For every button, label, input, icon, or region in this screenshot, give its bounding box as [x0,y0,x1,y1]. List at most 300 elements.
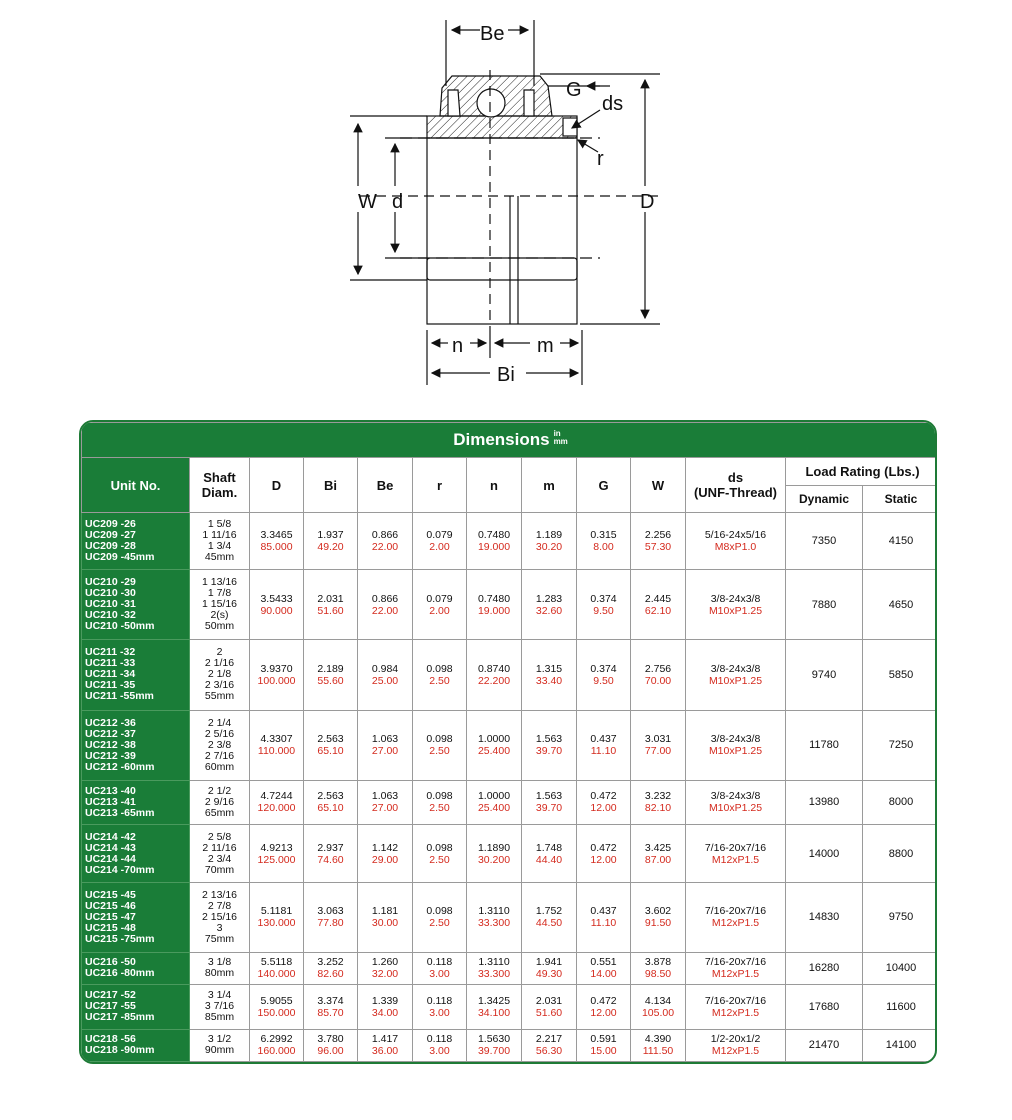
dim-G-mm: 11.10 [590,917,617,930]
dim-Be-inch: 1.181 [371,905,399,918]
dim-G-inch: 0.472 [590,994,617,1007]
shaft-diam-value: 85mm [204,1011,235,1024]
shaft-diam-value: 1 3/4 [207,540,232,553]
dim-n-mm: 33.300 [477,917,511,930]
dim-G-inch: 0.591 [590,1033,617,1046]
unit-number: UC211 -35 [85,679,136,692]
dim-r-inch: 0.118 [426,1033,453,1046]
dim-n-inch: 1.0000 [477,790,511,803]
unit-numbers-cell [82,882,190,952]
dim-m-inch: 1.752 [535,905,563,918]
table-row [82,952,938,984]
dim-D-inch: 3.5433 [260,592,293,605]
shaft-diam-cell [190,780,250,825]
dim-D-inch: 4.9213 [260,841,293,854]
dim-W-inch: 2.756 [644,662,672,675]
dim-r-cell [413,513,467,570]
dim-D-mm: 120.000 [257,802,296,815]
dim-Bi-mm: 85.70 [317,1006,344,1019]
shaft-diam-value: 55mm [204,690,235,703]
shaft-diam-value: 80mm [204,967,235,980]
dim-ds-inch: 7/16-20x7/16 [704,841,767,854]
shaft-diam-value: 75mm [204,932,235,945]
dim-Be-mm: 36.00 [371,1045,399,1058]
dim-ds-mm: M12xP1.5 [711,917,760,930]
header-Bi: Bi [304,458,358,513]
dim-m-mm: 56.30 [535,1045,563,1058]
dim-m-mm: 32.60 [535,604,563,617]
dim-r-cell [413,1029,467,1061]
dim-n-inch: 1.3110 [478,905,510,918]
dim-Be-cell [358,513,413,570]
dim-W-mm: 87.00 [644,853,672,866]
dim-G-cell [577,710,631,780]
dim-W-inch: 3.425 [644,841,672,854]
dim-ds-inch: 3/8-24x3/8 [710,790,761,803]
header-static: Static [863,486,938,513]
dim-Bi-inch: 2.563 [317,733,344,746]
dim-ds-inch: 3/8-24x3/8 [710,662,761,675]
dim-Bi-inch: 3.252 [317,956,344,969]
shaft-diam-value: 2 13/16 [201,888,238,901]
label-n: n [452,335,464,357]
dim-W-mm: 57.30 [644,541,672,554]
load-static-cell: 11600 [863,984,938,1029]
dim-W-cell [631,882,686,952]
label-W: W [358,191,377,213]
unit-number: UC211 -32 [85,646,136,659]
header-m: m [522,458,577,513]
dim-Bi-mm: 55.60 [317,674,344,687]
header-unit-no: Unit No. [82,458,190,513]
load-static-cell: 10400 [863,952,938,984]
label-ds: ds [602,93,624,115]
table-row [82,984,938,1029]
shaft-diam-value: 3 [216,921,223,934]
dim-Bi-cell [304,710,358,780]
dim-G-cell [577,513,631,570]
header-load-rating: Load Rating (Lbs.) [786,458,938,486]
table-row [82,1029,938,1061]
dim-D-cell [250,780,304,825]
shaft-diam-value: 2 5/16 [204,727,235,740]
dim-G-inch: 0.437 [590,905,617,918]
dim-Be-mm: 27.00 [371,802,399,815]
unit-numbers-cell [82,1029,190,1061]
dim-W-mm: 70.00 [644,674,672,687]
shaft-diam-cell [190,882,250,952]
dim-ds-mm: M10xP1.25 [708,604,763,617]
shaft-diam-cell [190,513,250,570]
dim-W-inch: 2.256 [644,529,672,542]
dim-G-cell [577,952,631,984]
shaft-diam-cell [190,984,250,1029]
dim-G-cell [577,984,631,1029]
dim-D-mm: 110.000 [257,745,296,758]
dim-Be-cell [358,952,413,984]
unit-number: UC216 -80mm [85,967,155,980]
unit-number: UC212 -37 [85,727,136,740]
dim-W-cell [631,570,686,640]
dim-G-mm: 12.00 [590,802,617,815]
dim-m-cell [522,882,577,952]
dim-G-cell [577,640,631,710]
dim-D-inch: 6.2992 [260,1033,293,1046]
unit-number: UC210 -30 [85,587,136,600]
dim-W-mm: 82.10 [644,802,672,815]
unit-numbers-cell [82,640,190,710]
dim-m-inch: 1.941 [535,956,563,969]
shaft-diam-value: 2 1/8 [207,668,232,681]
dim-Be-inch: 1.260 [371,956,399,969]
dim-G-cell [577,1029,631,1061]
table-row [82,570,938,640]
load-static-cell: 14100 [863,1029,938,1061]
dim-n-mm: 39.700 [477,1045,511,1058]
unit-number: UC210 -32 [85,609,136,622]
dim-ds-cell [686,710,786,780]
shaft-diam-cell [190,1029,250,1061]
dim-r-mm: 2.50 [429,674,450,687]
dim-ds-inch: 5/16-24x5/16 [704,529,767,542]
unit-numbers-cell [82,825,190,882]
dim-r-inch: 0.098 [426,662,453,675]
unit-numbers-cell [82,513,190,570]
shaft-diam-value: 2 3/4 [207,852,232,865]
dim-G-cell [577,570,631,640]
dim-m-cell [522,825,577,882]
dim-G-inch: 0.374 [590,662,617,675]
dim-ds-cell [686,780,786,825]
unit-numbers-cell [82,570,190,640]
dim-Bi-cell [304,513,358,570]
dim-W-mm: 77.00 [644,745,672,758]
dim-W-cell [631,984,686,1029]
dim-W-cell [631,1029,686,1061]
dim-r-inch: 0.098 [426,733,453,746]
dim-D-mm: 160.000 [257,1045,296,1058]
dim-r-cell [413,570,467,640]
header-G: G [577,458,631,513]
label-Bi: Bi [497,364,515,386]
dim-Bi-mm: 65.10 [317,802,344,815]
dim-r-mm: 2.00 [429,541,450,554]
dim-m-mm: 49.30 [535,968,563,981]
load-dynamic-cell: 7880 [786,570,863,640]
dim-W-cell [631,825,686,882]
dim-D-mm: 100.000 [257,674,296,687]
dim-G-mm: 9.50 [593,604,614,617]
load-static-cell: 7250 [863,710,938,780]
unit-numbers-cell [82,780,190,825]
dim-Be-mm: 34.00 [371,1006,399,1019]
unit-number: UC217 -55 [85,1000,136,1013]
unit-number: UC211 -55mm [85,690,154,703]
dim-n-inch: 0.7480 [477,592,511,605]
dim-ds-cell [686,952,786,984]
dim-Be-mm: 30.00 [371,917,399,930]
dim-n-cell [467,825,522,882]
dim-ds-inch: 7/16-20x7/16 [704,994,767,1007]
dim-Bi-mm: 96.00 [317,1045,344,1058]
dim-D-cell [250,570,304,640]
dim-ds-inch: 1/2-20x1/2 [710,1033,761,1046]
unit-number: UC215 -46 [85,899,136,912]
dim-Be-mm: 25.00 [371,674,399,687]
dim-m-inch: 1.315 [535,662,563,675]
dim-Be-inch: 1.339 [371,994,399,1007]
unit-number: UC218 -56 [85,1033,136,1046]
dim-Bi-mm: 82.60 [317,968,344,981]
header-Be: Be [358,458,413,513]
shaft-diam-cell [190,570,250,640]
dim-m-mm: 39.70 [535,745,563,758]
dim-n-cell [467,984,522,1029]
dim-m-cell [522,640,577,710]
shaft-diam-value: 2 1/2 [207,784,232,797]
dim-Bi-mm: 74.60 [317,853,344,866]
dim-Be-mm: 22.00 [371,604,399,617]
dim-r-mm: 3.00 [429,1045,450,1058]
dim-ds-mm: M12xP1.5 [711,853,760,866]
dim-r-cell [413,780,467,825]
dim-n-mm: 33.300 [477,968,511,981]
dim-G-cell [577,780,631,825]
dim-Bi-inch: 3.063 [317,905,344,918]
dim-r-inch: 0.118 [426,994,453,1007]
dim-m-cell [522,1029,577,1061]
dim-m-cell [522,984,577,1029]
dim-n-inch: 1.5630 [477,1033,511,1046]
dim-W-mm: 105.00 [641,1006,675,1019]
dim-G-mm: 8.00 [593,541,614,554]
unit-number: UC209 -45mm [85,551,155,564]
title-text: Dimensions [453,430,550,449]
label-G: G [566,79,582,101]
dim-D-inch: 4.7244 [260,790,293,803]
shaft-diam-value: 3 7/16 [204,1000,235,1013]
dim-D-mm: 150.000 [257,1006,296,1019]
dim-Bi-cell [304,570,358,640]
dim-Be-inch: 1.142 [371,841,399,854]
dim-W-inch: 3.602 [644,905,672,918]
unit-number: UC212 -60mm [85,760,155,773]
dim-n-mm: 30.200 [477,853,511,866]
dim-Be-cell [358,1029,413,1061]
unit-number: UC214 -42 [85,830,136,843]
load-static-cell: 8000 [863,780,938,825]
shaft-diam-cell [190,640,250,710]
dim-r-cell [413,952,467,984]
dim-Be-cell [358,882,413,952]
dim-n-mm: 19.000 [477,541,511,554]
dim-m-inch: 1.189 [535,529,563,542]
dim-n-cell [467,513,522,570]
dim-r-inch: 0.079 [426,529,453,542]
load-dynamic-cell: 11780 [786,710,863,780]
unit-number: UC210 -31 [85,598,136,611]
dim-ds-inch: 7/16-20x7/16 [704,905,767,918]
dim-n-cell [467,952,522,984]
shaft-diam-value: 50mm [204,620,235,633]
dim-Bi-inch: 2.189 [317,662,344,675]
dim-ds-cell [686,513,786,570]
dim-Be-cell [358,570,413,640]
dim-Be-mm: 22.00 [371,541,399,554]
unit-number: UC215 -75mm [85,932,155,945]
dim-Bi-inch: 3.374 [317,994,344,1007]
dim-G-inch: 0.315 [590,529,617,542]
dim-D-inch: 4.3307 [260,733,293,746]
dim-r-inch: 0.079 [426,592,453,605]
dim-m-inch: 2.031 [535,994,563,1007]
dim-m-mm: 30.20 [535,541,563,554]
label-d: d [392,191,404,213]
dim-m-cell [522,513,577,570]
dim-n-inch: 1.1890 [477,841,511,854]
dim-D-cell [250,984,304,1029]
bearing-cross-section-diagram [0,0,1012,400]
dim-Be-inch: 0.866 [371,529,399,542]
header-D: D [250,458,304,513]
label-D: D [640,191,655,213]
dim-Be-cell [358,640,413,710]
dim-W-mm: 111.50 [642,1045,674,1058]
load-static-cell: 8800 [863,825,938,882]
dim-W-mm: 91.50 [644,917,672,930]
unit-number: UC212 -39 [85,749,136,762]
shaft-diam-value: 70mm [204,863,235,876]
dim-D-mm: 90.000 [260,604,293,617]
unit-number: UC213 -41 [85,795,136,808]
dim-ds-mm: M8xP1.0 [714,541,757,554]
dim-Bi-inch: 1.937 [317,529,344,542]
dim-Bi-mm: 65.10 [317,745,344,758]
shaft-diam-value: 3 1/2 [207,1033,232,1046]
shaft-diam-value: 2 5/8 [207,830,232,843]
dim-Be-cell [358,710,413,780]
dim-D-cell [250,640,304,710]
dim-D-mm: 140.000 [257,968,296,981]
label-m: m [537,335,554,357]
dim-r-inch: 0.098 [426,841,453,854]
dim-ds-cell [686,882,786,952]
dim-Bi-mm: 49.20 [317,541,344,554]
shaft-diam-value: 2 7/16 [204,749,235,762]
dim-m-mm: 44.40 [535,853,563,866]
dim-Be-inch: 1.063 [371,733,399,746]
unit-number: UC209 -28 [85,540,136,553]
dim-ds-inch: 3/8-24x3/8 [710,592,761,605]
dim-Bi-cell [304,984,358,1029]
dim-W-cell [631,640,686,710]
load-static-cell: 5850 [863,640,938,710]
load-dynamic-cell: 14830 [786,882,863,952]
unit-number: UC212 -36 [85,716,136,729]
dim-Be-inch: 1.417 [371,1033,399,1046]
dim-r-mm: 3.00 [429,968,450,981]
dim-G-inch: 0.472 [590,841,617,854]
shaft-diam-value: 2 11/16 [202,841,237,854]
dim-n-mm: 34.100 [477,1006,511,1019]
dim-Be-cell [358,825,413,882]
dim-ds-mm: M10xP1.25 [708,674,763,687]
dim-ds-inch: 3/8-24x3/8 [710,733,761,746]
dim-Be-mm: 32.00 [371,968,399,981]
dim-D-inch: 3.9370 [260,662,293,675]
dim-m-mm: 44.50 [535,917,563,930]
unit-number: UC212 -38 [85,738,136,751]
header-dynamic: Dynamic [786,486,863,513]
load-dynamic-cell: 16280 [786,952,863,984]
shaft-diam-value: 2 3/16 [204,679,235,692]
dim-m-cell [522,952,577,984]
unit-number: UC211 -33 [85,657,136,670]
unit-number: UC214 -70mm [85,863,155,876]
dim-D-cell [250,513,304,570]
dim-G-cell [577,882,631,952]
dim-m-mm: 51.60 [535,1006,563,1019]
dim-Be-cell [358,984,413,1029]
dim-n-mm: 25.400 [477,802,511,815]
dim-W-inch: 3.232 [644,790,672,803]
dim-r-mm: 2.50 [429,917,450,930]
header-shaft-diam: Shaft Diam. [190,458,250,513]
table-row [82,640,938,710]
unit-number: UC210 -50mm [85,620,155,633]
dim-Bi-cell [304,640,358,710]
dim-Bi-cell [304,882,358,952]
unit-number: UC215 -48 [85,921,136,934]
dim-ds-mm: M12xP1.5 [711,1045,760,1058]
dim-W-inch: 4.390 [644,1033,672,1046]
shaft-diam-cell [190,710,250,780]
shaft-diam-value: 1 15/16 [201,598,238,611]
dim-n-mm: 19.000 [477,604,511,617]
dim-n-cell [467,710,522,780]
dim-ds-cell [686,825,786,882]
dim-G-mm: 9.50 [593,674,614,687]
dim-D-cell [250,825,304,882]
dim-Bi-cell [304,780,358,825]
label-r: r [597,148,604,170]
shaft-diam-value: 1 5/8 [207,518,232,531]
unit-number: UC209 -26 [85,518,136,531]
dim-n-cell [467,1029,522,1061]
dim-Bi-inch: 2.937 [317,841,344,854]
dim-Be-inch: 0.866 [371,592,399,605]
dim-Bi-inch: 2.563 [317,790,344,803]
unit-number: UC215 -47 [85,910,136,923]
dim-W-cell [631,952,686,984]
shaft-diam-value: 60mm [204,760,235,773]
dim-n-inch: 0.7480 [477,529,511,542]
title-unit: in mm [553,429,568,446]
dim-r-inch: 0.118 [426,956,453,969]
unit-number: UC210 -29 [85,576,136,589]
dim-r-inch: 0.098 [426,790,453,803]
dim-D-cell [250,1029,304,1061]
load-dynamic-cell: 13980 [786,780,863,825]
dim-r-cell [413,882,467,952]
table-row [82,513,938,570]
dim-n-inch: 1.3110 [478,956,510,969]
table-row [82,825,938,882]
dim-G-mm: 14.00 [590,968,617,981]
dim-W-inch: 4.134 [644,994,672,1007]
dim-m-inch: 1.563 [535,733,563,746]
dim-n-inch: 1.3425 [477,994,511,1007]
